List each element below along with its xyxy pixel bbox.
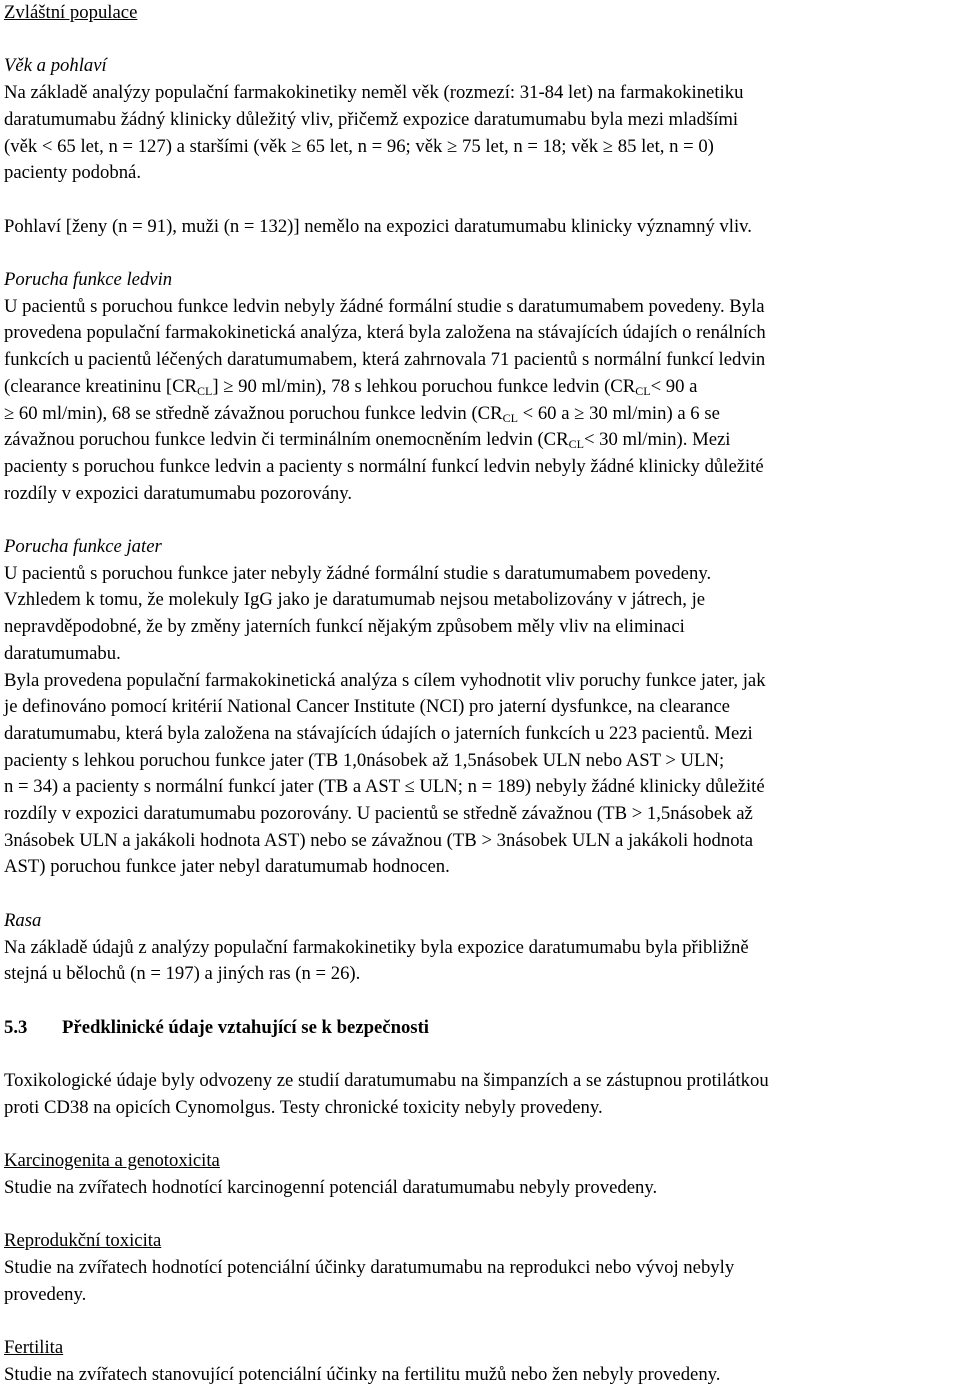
sex-paragraph: Pohlaví [ženy (n = 91), muži (n = 132)] nemělo na expozici daratumumabu klinicky významný vliv. <box>4 215 752 237</box>
hepatic-line-3: nepravděpodobné, že by změny jaterních funkcí nějakým způsobem měly vliv na eliminaci <box>4 616 685 638</box>
carcinogenicity-text: Studie na zvířatech hodnotící karcinogenní potenciál daratumumabu nebyly provedeny. <box>4 1176 658 1198</box>
age-line-4: pacienty podobná. <box>4 162 141 184</box>
hepatic-heading: Porucha funkce jater <box>4 536 162 557</box>
subscript-cl: CL <box>568 437 584 452</box>
hepatic-line-1: U pacientů s poruchou funkce jater nebyly žádné formální studie s daratumumabem povedeny. <box>4 562 712 584</box>
section-number: 5.3 <box>4 1016 28 1038</box>
hepatic-line-2: Vzhledem k tomu, že molekuly IgG jako je daratumumab nejsou metabolizovány v játrech, je <box>4 589 706 611</box>
preclinical-heading <box>4 1015 960 1042</box>
preclinical-title: Předklinické údaje vztahující se k bezpečnosti <box>62 1016 429 1038</box>
race-heading: Rasa <box>4 909 42 931</box>
spacer <box>4 1202 960 1229</box>
renal-line-3: funkcích u pacientů léčených daratumumabem, která zahrnovala 71 pacientů s normální funkcí ledvin <box>4 349 766 371</box>
section-title: Zvláštní populace <box>4 2 138 23</box>
renal-line-7: pacienty s poruchou funkce ledvin a pacienty s normální funkcí ledvin nebyly žádné klinicky důležité <box>4 455 764 477</box>
hepatic-line-8: pacienty s lehkou poruchou funkce jater (TB 1,0násobek až 1,5násobek ULN nebo AST > ULN; <box>4 749 725 771</box>
renal-line-5: ≥ 60 ml/min), 68 se středně závažnou poruchou funkce ledvin ($CR_{CL} < 60$ a ≥ 30 ml/min) a 6 se <box>4 402 720 425</box>
renal-line-2: provedena populační farmakokinetická analýza, která byla založena na stávajících údajích o renálních <box>4 322 766 344</box>
carcinogenicity-heading: Karcinogenita a genotoxicita <box>4 1150 220 1172</box>
spacer <box>4 507 960 534</box>
hepatic-line-6: je definováno pomocí kritérií National Cancer Institute (NCI) pro jaterní dysfunkce, na clearance <box>4 696 730 718</box>
hepatic-line-5: Byla provedena populační farmakokinetická analýza s cílem vyhodnotit vliv poruchy funkce jater, jak <box>4 669 766 691</box>
preclinical-line-2: proti CD38 na opicích Cynomolgus. Testy chronické toxicity nebyly provedeny. <box>4 1096 603 1118</box>
reproductive-line-1: Studie na zvířatech hodnotící potenciální účinky daratumumabu na reprodukci nebo vývoj nebyly <box>4 1256 735 1278</box>
age-line-1: Na základě analýzy populační farmakokinetiky neměl věk (rozmezí: 31-84 let) na farmakokinetiku <box>4 82 744 104</box>
hepatic-line-10: rozdíly v expozici daratumumabu pozorovány. U pacientů se středně závažnou (TB > 1,5násobek až <box>4 803 753 825</box>
age-line-2: daratumumabu žádný klinicky důležitý vliv, přičemž expozice daratumumabu byla mezi mladšími <box>4 108 739 130</box>
hepatic-line-11: 3násobek ULN a jakákoli hodnota AST) nebo se závažnou (TB > 3násobek ULN a jakákoli hodnota <box>4 829 754 851</box>
spacer <box>4 1041 960 1068</box>
renal-line-1: U pacientů s poruchou funkce ledvin nebyly žádné formální studie s daratumumabem povedeny. Byla <box>4 295 765 317</box>
spacer <box>4 27 960 54</box>
renal-heading: Porucha funkce ledvin <box>4 268 173 290</box>
subscript-cl: CL <box>635 383 651 398</box>
spacer <box>4 988 960 1015</box>
age-line-3: (věk < 65 let, n = 127) a staršími (věk ≥ 65 let, n = 96; věk ≥ 75 let, n = 18; věk ≥ 85 let, n = 0) <box>4 135 714 157</box>
renal-line-6: závažnou poruchou funkce ledvin či terminálním onemocněním ledvin ($CR_{CL}< 30$ ml/min). Mezi <box>4 429 731 452</box>
subscript-cl: CL <box>197 383 213 398</box>
hepatic-line-4: daratumumabu. <box>4 642 121 664</box>
reproductive-heading: Reprodukční toxicita <box>4 1230 162 1252</box>
preclinical-line-1: Toxikologické údaje byly odvozeny ze studií daratumumabu na šimpanzích a se zástupnou protilátkou <box>4 1070 769 1092</box>
age-sex-heading: Věk a pohlaví <box>4 55 107 77</box>
reproductive-line-2: provedeny. <box>4 1283 87 1305</box>
spacer <box>4 240 960 267</box>
subscript-cl: CL <box>502 410 518 425</box>
fertility-heading: Fertilita <box>4 1337 64 1358</box>
renal-line-8: rozdíly v expozici daratumumabu pozorovány. <box>4 482 353 504</box>
spacer <box>4 1121 960 1148</box>
spacer <box>4 881 960 908</box>
renal-line-4: (clearance kreatininu $[CR_{CL}] \ge 90$ ml/min), 78 s lehkou poruchou funkce ledvin ($CR_{CL}< 90$ a <box>4 375 698 398</box>
hepatic-line-9: n = 34) a pacienty s normální funkcí jater (TB a AST ≤ ULN; n = 189) nebyly žádné klinicky důležité <box>4 776 765 798</box>
hepatic-line-12: AST) poruchou funkce jater nebyl daratumumab hodnocen. <box>4 856 450 878</box>
fertility-text: Studie na zvířatech stanovující potenciální účinky na fertilitu mužů nebo žen nebyly provedeny. <box>4 1363 721 1385</box>
spacer <box>4 1308 960 1335</box>
race-line-1: Na základě údajů z analýzy populační farmakokinetiky byla expozice daratumumabu byla přibližně <box>4 936 749 958</box>
race-line-2: stejná u bělochů (n = 197) a jiných ras (n = 26). <box>4 963 361 985</box>
spacer <box>4 187 960 214</box>
hepatic-line-7: daratumumabu, která byla založena na stávajících údajích o jaterních funkcích u 223 pacientů. Mezi <box>4 722 753 744</box>
